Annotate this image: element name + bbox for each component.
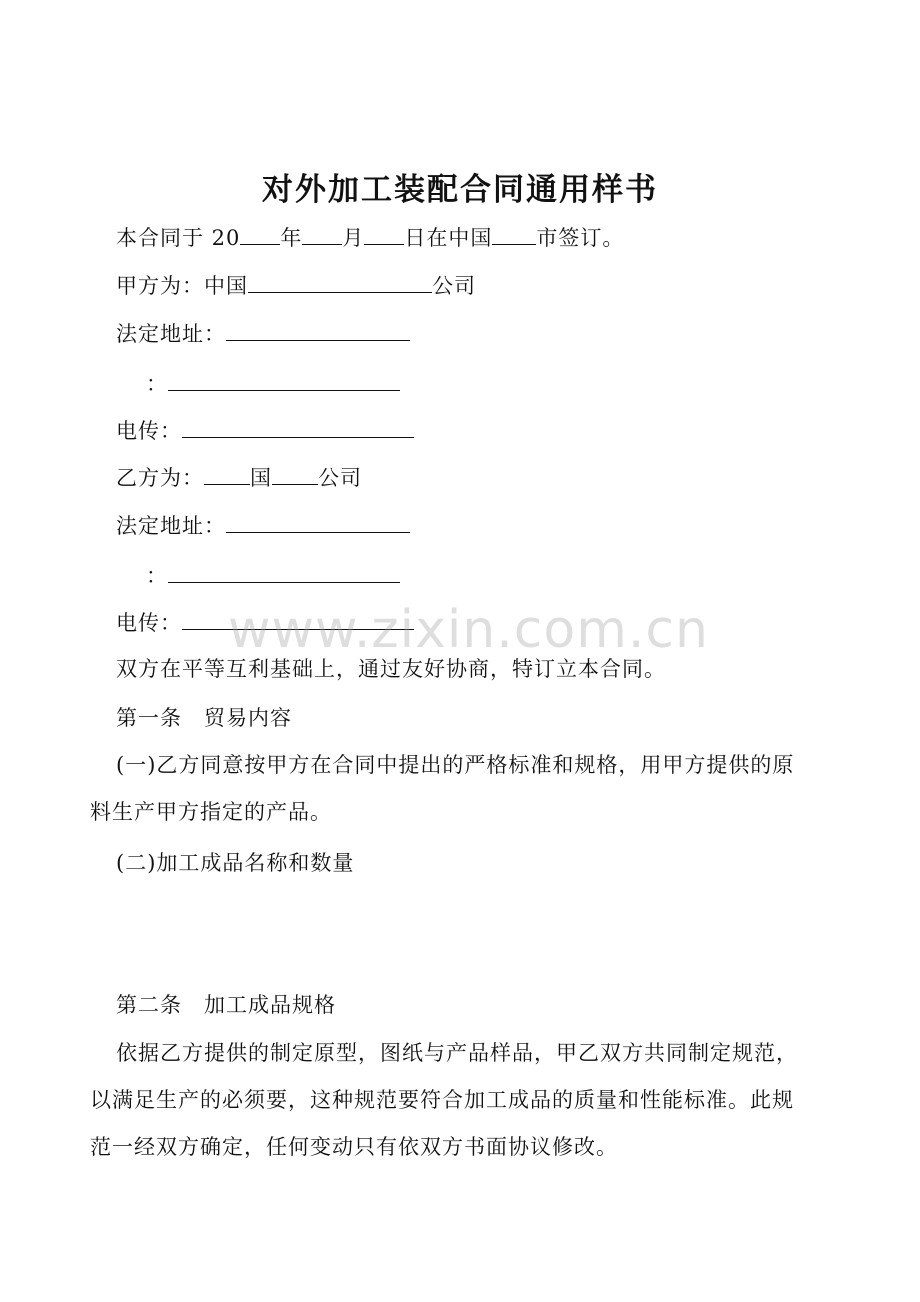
party-a-address-line [116,318,410,349]
article-1-item-1-line-2: 料生产甲方指定的产品。 [90,800,332,824]
party-a-label: 甲方为：中国 [116,274,248,298]
blank-year [240,222,280,245]
party-a-line [116,270,476,301]
signing-date-prefix: 本合同于 20 [116,226,241,250]
month-label: 月 [342,226,365,250]
party-b-fax-label: 电传： [116,611,182,635]
day-place-label: 日在中国 [404,226,493,250]
party-a-suffix: 公司 [432,274,476,298]
blank-party-b-colon [168,560,400,583]
blank-party-b-company [272,462,318,485]
article-2-body-line-3: 范一经双方确定，任何变动只有依双方书面协议修改。 [90,1135,618,1159]
article-1-item-1 [90,742,794,836]
party-a-colon-label: ： [146,372,168,396]
article-2-body-line-2: 以满足生产的必须要，这种规范要符合加工成品的质量和性能标准。此规 [90,1088,794,1112]
party-b-colon-label: ： [146,564,168,588]
party-b-suffix: 公司 [318,466,362,490]
blank-city [492,222,536,245]
article-1-item-2: (二)加工成品名称和数量 [116,851,355,875]
blank-party-a-company [248,270,432,293]
watermark: www.zixin.com.cn [228,600,709,660]
blank-party-b-fax [182,607,414,630]
party-b-fax-line [116,607,414,638]
preamble: 双方在平等互利基础上，通过友好协商，特订立本合同。 [116,657,666,681]
article-2-heading: 第二条 加工成品规格 [116,993,336,1017]
party-b-country-label: 国 [250,466,272,490]
signing-date-line [116,222,624,253]
signing-date-suffix: 市签订。 [536,226,625,250]
article-1-heading: 第一条 贸易内容 [116,706,292,730]
article-1-item-1-line-1: (一)乙方同意按甲方在合同中提出的严格标准和规格，用甲方提供的原 [116,753,795,777]
party-a-fax-line [116,415,414,446]
party-b-colon-line [146,560,400,591]
party-a-colon-line [146,368,400,399]
blank-party-b-country [204,462,250,485]
document-title: 对外加工装配合同通用样书 [262,172,658,208]
article-2-body-line-1: 依据乙方提供的制定原型，图纸与产品样品，甲乙双方共同制定规范， [116,1041,798,1065]
year-label: 年 [280,226,303,250]
party-b-line [116,462,362,493]
party-a-fax-label: 电传： [116,419,182,443]
article-2-body [90,1030,798,1171]
blank-party-a-address [226,318,410,341]
party-b-address-label: 法定地址： [116,514,226,538]
blank-party-a-colon [168,368,400,391]
party-b-label: 乙方为： [116,466,204,490]
blank-party-b-address [226,510,410,533]
blank-party-a-fax [182,415,414,438]
party-a-address-label: 法定地址： [116,322,226,346]
blank-day [364,222,404,245]
blank-month [302,222,342,245]
party-b-address-line [116,510,410,541]
